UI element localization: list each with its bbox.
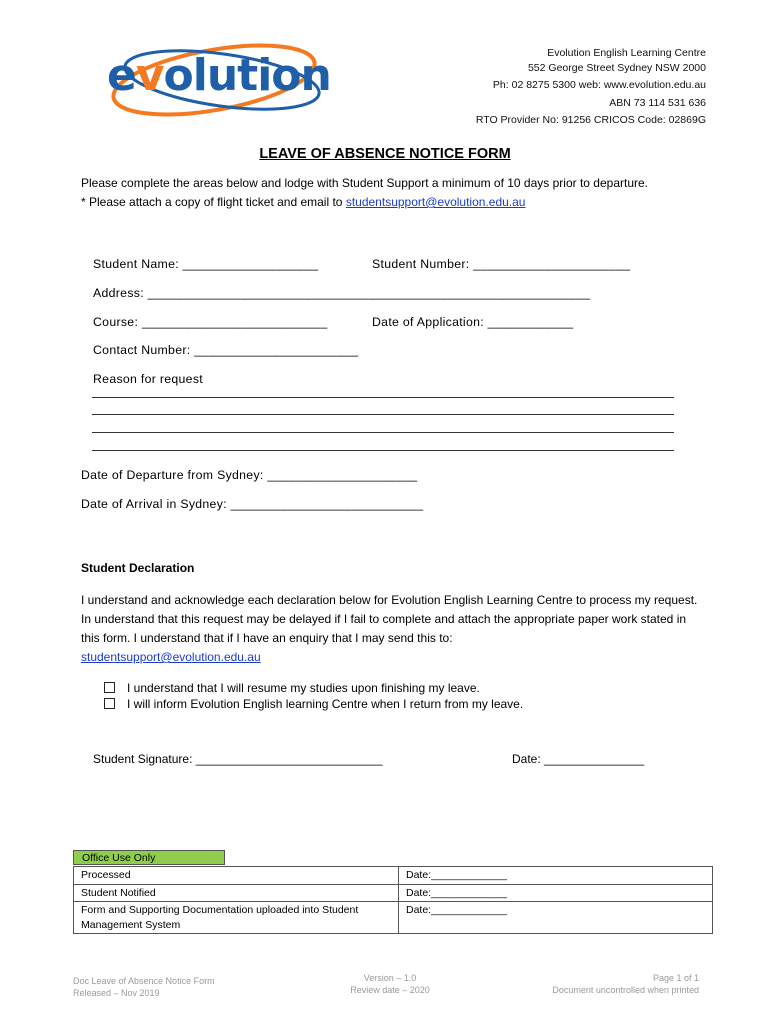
- org-details: [476, 46, 706, 128]
- org-rto: RTO Provider No: 91256 CRICOS Code: 02869G: [475, 114, 706, 126]
- office-row-label: Student Notified: [74, 884, 399, 902]
- office-row-date[interactable]: Date:_____________: [399, 884, 713, 902]
- office-row-date[interactable]: Date:_____________: [399, 902, 713, 934]
- contact-number-field[interactable]: Contact Number: _______________________: [93, 343, 359, 357]
- logo-wordmark: evolution: [107, 50, 331, 101]
- arrival-date-field[interactable]: Date of Arrival in Sydney: ___________________________: [81, 497, 424, 511]
- office-row-date[interactable]: Date:_____________: [399, 867, 713, 885]
- table-row: [74, 884, 713, 902]
- org-name: Evolution English Learning Centre: [547, 47, 706, 59]
- evolution-logo: [104, 36, 332, 124]
- student-name-field[interactable]: Student Name: ___________________: [93, 257, 319, 271]
- course-field[interactable]: Course: __________________________: [93, 315, 328, 329]
- checkbox-item[interactable]: I will inform Evolution English learning Centre when I return from my leave.: [104, 697, 523, 711]
- office-row-label: Form and Supporting Documentation uploaded into Student Management System: [74, 902, 399, 934]
- departure-date-field[interactable]: Date of Departure from Sydney: _____________________: [81, 468, 418, 482]
- declaration-email-link[interactable]: studentsupport@evolution.edu.au: [81, 650, 261, 664]
- signature-field[interactable]: Student Signature: ____________________________: [93, 752, 383, 766]
- checkbox-item[interactable]: I understand that I will resume my studies upon finishing my leave.: [104, 681, 480, 695]
- office-row-label: Processed: [74, 867, 399, 885]
- checkbox[interactable]: [104, 682, 115, 693]
- table-row: [74, 902, 713, 934]
- reason-line[interactable]: [92, 432, 674, 433]
- intro-line-1: Please complete the areas below and lodge with Student Support a minimum of 10 days prior to departure.: [81, 176, 648, 190]
- date-of-application-field[interactable]: Date of Application: ____________: [372, 315, 574, 329]
- declaration-text: I understand and acknowledge each declaration below for Evolution English Learning Centre to process my request. In understand that this request may be delayed if I fail to complete and attach the appropriate paper work stated in this form. I understand that if I have an enquiry that I may send this to: studentsupport@evolution.edu.au: [81, 593, 698, 664]
- student-number-field[interactable]: Student Number: ______________________: [372, 257, 631, 271]
- address-field[interactable]: Address: ______________________________________________________________: [93, 286, 591, 300]
- reason-line[interactable]: [92, 414, 674, 415]
- footer-right: Page 1 of 1 Document uncontrolled when printed: [552, 973, 699, 995]
- footer-left: Doc Leave of Absence Notice Form Released – Nov 2019: [73, 976, 215, 998]
- checkbox[interactable]: [104, 698, 115, 709]
- org-contact: Ph: 02 8275 5300 web: www.evolution.edu.au: [492, 79, 706, 91]
- reason-line[interactable]: [92, 397, 674, 398]
- office-use-table: [73, 866, 713, 934]
- org-address: 552 George Street Sydney NSW 2000: [527, 61, 706, 74]
- intro-line-2: * Please attach a copy of flight ticket and email to studentsupport@evolution.edu.au: [81, 195, 526, 209]
- declaration-heading: Student Declaration: [81, 561, 195, 575]
- support-email-link[interactable]: studentsupport@evolution.edu.au: [345, 195, 526, 209]
- form-title: LEAVE OF ABSENCE NOTICE FORM: [259, 146, 511, 162]
- footer-center: Version – 1.0 Review date – 2020: [350, 973, 430, 995]
- org-abn: ABN 73 114 531 636: [609, 96, 706, 109]
- office-use-heading: Office Use Only: [73, 850, 225, 865]
- reason-label: Reason for request: [93, 372, 203, 386]
- signature-date-field[interactable]: Date: _______________: [512, 752, 645, 766]
- reason-line[interactable]: [92, 450, 674, 451]
- table-row: [74, 867, 713, 885]
